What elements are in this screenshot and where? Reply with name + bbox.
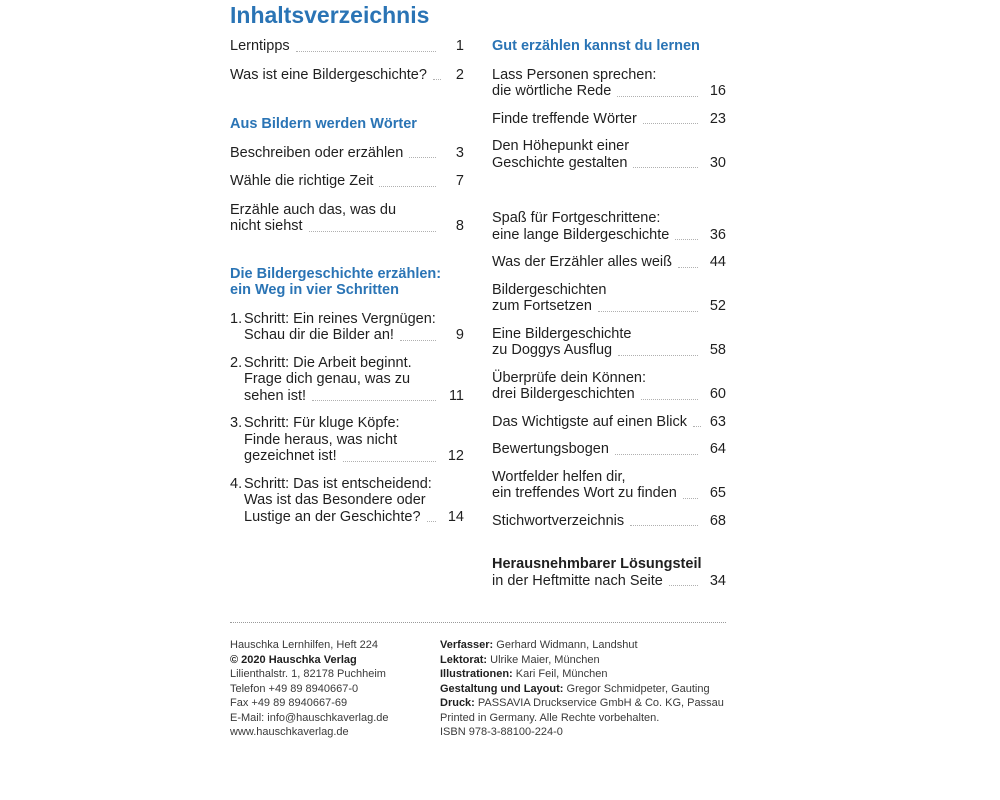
- toc-entry-line: [492, 370, 726, 387]
- dot-leader: [643, 123, 698, 124]
- toc-line-text: nicht siehst: [230, 218, 303, 234]
- toc-entry-text: [492, 573, 726, 590]
- page-number: 3: [455, 144, 464, 161]
- page-number: 52: [709, 298, 726, 314]
- toc-line-text: Bewertungsbogen: [492, 441, 609, 457]
- toc-entry-line: [230, 145, 464, 162]
- toc-entry[interactable]: [230, 476, 464, 526]
- dot-leader: [693, 426, 701, 427]
- credit-illustrations: [440, 667, 724, 682]
- page-number: 7: [455, 173, 464, 189]
- toc-line-text: Lass Personen sprechen:: [492, 66, 657, 83]
- toc-entry[interactable]: [230, 202, 464, 235]
- toc-entry-text: [492, 326, 726, 359]
- dot-leader: [309, 231, 436, 232]
- credit-label: Lektorat:: [440, 653, 488, 666]
- toc-entry-line: [244, 388, 464, 405]
- dot-leader: [433, 79, 441, 80]
- toc-entry-line: [492, 210, 726, 227]
- toc-entry[interactable]: [492, 210, 726, 243]
- footer-divider: [230, 622, 726, 623]
- toc-line-text: die wörtliche Rede: [492, 83, 612, 99]
- toc-line-text: Stichwortverzeichnis: [492, 512, 625, 529]
- dot-leader: [675, 239, 698, 240]
- toc-line-text: Bildergeschichten: [492, 281, 607, 298]
- isbn-line: ISBN 978-3-88100-224-0: [440, 726, 563, 738]
- page-number: 9: [455, 327, 464, 343]
- page-number: 68: [709, 512, 726, 529]
- toc-entry-line: [492, 386, 726, 403]
- toc-entry-line: [492, 469, 726, 486]
- dot-leader: [400, 340, 436, 341]
- toc-line-text: Das Wichtigste auf einen Blick: [492, 413, 688, 430]
- toc-entry-line: [244, 509, 464, 526]
- toc-entry-line: [244, 476, 464, 493]
- section-heading-line: Die Bildergeschichte erzählen:: [230, 265, 442, 282]
- toc-entry-line: [230, 38, 464, 55]
- page-title: Inhaltsverzeichnis: [230, 2, 430, 28]
- step-number: 2.: [230, 354, 243, 371]
- page-number: 14: [447, 508, 464, 525]
- step-number: 4.: [230, 475, 243, 492]
- toc-entry-text: [244, 415, 464, 465]
- credit-value: Gerhard Widmann, Landshut: [496, 639, 638, 651]
- toc-entry-line: [492, 83, 726, 100]
- toc-entry-text: [492, 282, 726, 315]
- credit-label: Illustrationen:: [440, 668, 513, 680]
- toc-line-text: Finde treffende Wörter: [492, 110, 637, 127]
- toc-line-text: gezeichnet ist!: [244, 448, 337, 464]
- toc-entry-line: [244, 448, 464, 465]
- credit-value: Kari Feil, München: [515, 668, 608, 680]
- credit-print: [440, 696, 724, 711]
- toc-line-text: Schritt: Die Arbeit beginnt.: [244, 354, 412, 371]
- email-line[interactable]: E-Mail: info@hauschkaverlag.de: [230, 711, 389, 724]
- toc-entry-text: [492, 111, 726, 128]
- dot-leader: [618, 355, 698, 356]
- section-heading: Aus Bildern werden Wörter: [230, 116, 417, 132]
- step-number: 3.: [230, 415, 243, 431]
- toc-entry-line: [244, 355, 464, 372]
- toc-entry-line: [492, 441, 726, 458]
- toc-entry[interactable]: [230, 415, 464, 465]
- toc-entry[interactable]: [230, 67, 464, 84]
- page-number: 2: [455, 66, 464, 83]
- toc-line-text: Was ist eine Bildergeschichte?: [230, 66, 427, 83]
- dot-leader: [633, 167, 698, 168]
- page-number: 58: [709, 342, 726, 358]
- toc-entry[interactable]: [492, 138, 726, 171]
- toc-entry[interactable]: [230, 145, 464, 162]
- toc-entry-line: [492, 414, 726, 431]
- toc-line-text: Lerntipps: [230, 38, 290, 54]
- toc-entry-line: [492, 485, 726, 502]
- copyright-line: © 2020 Hauschka Verlag: [230, 653, 357, 666]
- toc-line-text: Schritt: Ein reines Vergnügen:: [244, 310, 436, 327]
- dot-leader: [630, 525, 698, 526]
- toc-entry-line: [244, 327, 464, 344]
- toc-line-text: Lustige an der Geschichte?: [244, 508, 421, 525]
- dot-leader: [617, 96, 698, 97]
- toc-entry[interactable]: [492, 282, 726, 315]
- toc-entry-text: [492, 67, 726, 100]
- credit-value: PASSAVIA Druckservice GmbH & Co. KG, Passau: [477, 697, 724, 709]
- toc-entry[interactable]: [492, 513, 726, 530]
- toc-entry[interactable]: [230, 311, 464, 344]
- page-number: 63: [709, 413, 726, 430]
- fax-line: Fax +49 89 8940667-69: [230, 697, 348, 709]
- toc-line-text: Was ist das Besondere oder: [244, 492, 426, 508]
- page-number: 12: [447, 448, 464, 464]
- toc-line-text: eine lange Bildergeschichte: [492, 226, 670, 243]
- toc-line-text: Schau dir die Bilder an!: [244, 327, 394, 343]
- toc-line-text: zu Doggys Ausflug: [492, 342, 613, 358]
- section-heading: Gut erzählen kannst du lernen: [492, 38, 700, 54]
- dot-leader: [379, 186, 436, 187]
- toc-entry[interactable]: [492, 370, 726, 403]
- toc-entry-text: [230, 202, 464, 235]
- credit-label: Verfasser:: [440, 639, 494, 651]
- toc-entry-text: [230, 145, 464, 162]
- page-number: 1: [455, 38, 464, 54]
- rights-line: Printed in Germany. Alle Rechte vorbehalten.: [440, 711, 660, 724]
- toc-entry-line: [492, 155, 726, 172]
- page-number: 64: [709, 441, 726, 457]
- toc-entry[interactable]: [492, 326, 726, 359]
- page-number: 65: [709, 485, 726, 501]
- toc-entry-text: [244, 355, 464, 405]
- address-line: Lilienthalstr. 1, 82178 Puchheim: [230, 668, 386, 680]
- toc-entry[interactable]: [492, 469, 726, 502]
- toc-entry-text: [492, 138, 726, 171]
- toc-left-column: [230, 38, 464, 525]
- toc-line-text: in der Heftmitte nach Seite: [492, 572, 663, 589]
- toc-line-text: ein treffendes Wort zu finden: [492, 485, 677, 501]
- toc-line-text: zum Fortsetzen: [492, 298, 592, 314]
- dot-leader: [427, 521, 436, 522]
- solution-heading: Herausnehmbarer Lösungsteil: [492, 556, 702, 572]
- toc-line-text: Geschichte gestalten: [492, 154, 628, 171]
- toc-line-text: Was der Erzähler alles weiß: [492, 254, 672, 270]
- dot-leader: [678, 267, 698, 268]
- page-number: 34: [709, 572, 726, 589]
- toc-entry[interactable]: [492, 254, 726, 271]
- dot-leader: [615, 454, 698, 455]
- toc-entry-text: [492, 441, 726, 458]
- toc-entry-line: [244, 311, 464, 328]
- toc-entry-text: [492, 210, 726, 243]
- toc-entry[interactable]: [230, 38, 464, 55]
- toc-entry-line: [244, 432, 464, 449]
- toc-right-column: [492, 38, 726, 589]
- toc-line-text: Wortfelder helfen dir,: [492, 468, 626, 485]
- page-number: 60: [709, 386, 726, 402]
- toc-entry-line: [492, 138, 726, 155]
- page-number: 16: [709, 83, 726, 99]
- toc-line-text: Wähle die richtige Zeit: [230, 173, 374, 189]
- toc-line-text: Überprüfe dein Können:: [492, 369, 646, 386]
- toc-line-text: sehen ist!: [244, 387, 307, 404]
- dot-leader: [312, 400, 436, 401]
- toc-entry-line: [492, 254, 726, 271]
- toc-line-text: Frage dich genau, was zu: [244, 371, 411, 387]
- toc-entry-line: [492, 227, 726, 244]
- credit-value: Gregor Schmidpeter, Gauting: [566, 682, 710, 695]
- toc-line-text: Finde heraus, was nicht: [244, 431, 398, 448]
- dot-leader: [683, 498, 698, 499]
- series-line: Hauschka Lernhilfen, Heft 224: [230, 639, 378, 651]
- toc-line-text: Spaß für Fortgeschrittene:: [492, 210, 661, 226]
- page-number: 23: [709, 110, 726, 127]
- dot-leader: [296, 51, 436, 52]
- toc-entry[interactable]: [230, 355, 464, 405]
- toc-entry[interactable]: [492, 414, 726, 431]
- section-heading-line: ein Weg in vier Schritten: [230, 282, 399, 298]
- toc-entry-text: [492, 370, 726, 403]
- phone-line: Telefon +49 89 8940667-0: [230, 682, 359, 695]
- dot-leader: [409, 157, 436, 158]
- page-number: 44: [709, 254, 726, 270]
- credit-label: Gestaltung und Layout:: [440, 682, 564, 695]
- toc-entry-text: [230, 173, 464, 190]
- credit-value: Ulrike Maier, München: [490, 653, 600, 666]
- dot-leader: [669, 585, 698, 586]
- page-number: 8: [455, 218, 464, 234]
- dot-leader: [641, 399, 698, 400]
- toc-entry-line: [230, 218, 464, 235]
- toc-entry[interactable]: [492, 441, 726, 458]
- toc-entry[interactable]: [492, 67, 726, 100]
- solution-entry[interactable]: [492, 556, 726, 589]
- publisher-info: [230, 638, 389, 740]
- toc-line-text: Eine Bildergeschichte: [492, 325, 632, 342]
- toc-line-text: drei Bildergeschichten: [492, 386, 635, 402]
- toc-entry-line: [492, 513, 726, 530]
- credits-info: [440, 638, 724, 740]
- toc-entry-line: [230, 67, 464, 84]
- toc-entry-line: [230, 202, 464, 219]
- toc-entry-line: [492, 298, 726, 315]
- toc-line-text: Erzähle auch das, was du: [230, 201, 397, 218]
- toc-entry-line: [492, 326, 726, 343]
- toc-entry-text: [492, 469, 726, 502]
- credit-design: [440, 682, 724, 697]
- page-number: 30: [709, 154, 726, 171]
- toc-entry-line: [492, 111, 726, 128]
- toc-line-text: Den Höhepunkt einer: [492, 138, 630, 154]
- page-number: 36: [709, 226, 726, 243]
- toc-line-text: Schritt: Das ist entscheidend:: [244, 475, 432, 492]
- toc-entry-text: [492, 254, 726, 271]
- dot-leader: [598, 311, 698, 312]
- toc-entry-line: [244, 371, 464, 388]
- toc-entry[interactable]: [492, 111, 726, 128]
- toc-line-text: Schritt: Für kluge Köpfe:: [244, 415, 400, 431]
- website-line[interactable]: www.hauschkaverlag.de: [230, 726, 349, 738]
- toc-entry-text: [244, 311, 464, 344]
- toc-entry-line: [230, 173, 464, 190]
- toc-entry-line: [492, 282, 726, 299]
- toc-entry[interactable]: [230, 173, 464, 190]
- toc-entry-text: [492, 513, 726, 530]
- toc-entry-text: [230, 38, 464, 55]
- toc-entry-line: [492, 573, 726, 590]
- toc-entry-line: [244, 492, 464, 509]
- toc-line-text: Beschreiben oder erzählen: [230, 144, 404, 161]
- step-number: 1.: [230, 310, 243, 327]
- toc-entry-text: [492, 414, 726, 431]
- credit-editor: [440, 653, 724, 668]
- dot-leader: [343, 461, 436, 462]
- section-heading: [230, 266, 464, 299]
- toc-entry-line: [244, 415, 464, 432]
- toc-entry-text: [244, 476, 464, 526]
- page-number: 11: [448, 387, 464, 404]
- credit-label: Druck:: [440, 697, 475, 709]
- toc-entry-line: [492, 67, 726, 84]
- credit-author: [440, 638, 724, 653]
- toc-entry-line: [492, 342, 726, 359]
- toc-entry-text: [230, 67, 464, 84]
